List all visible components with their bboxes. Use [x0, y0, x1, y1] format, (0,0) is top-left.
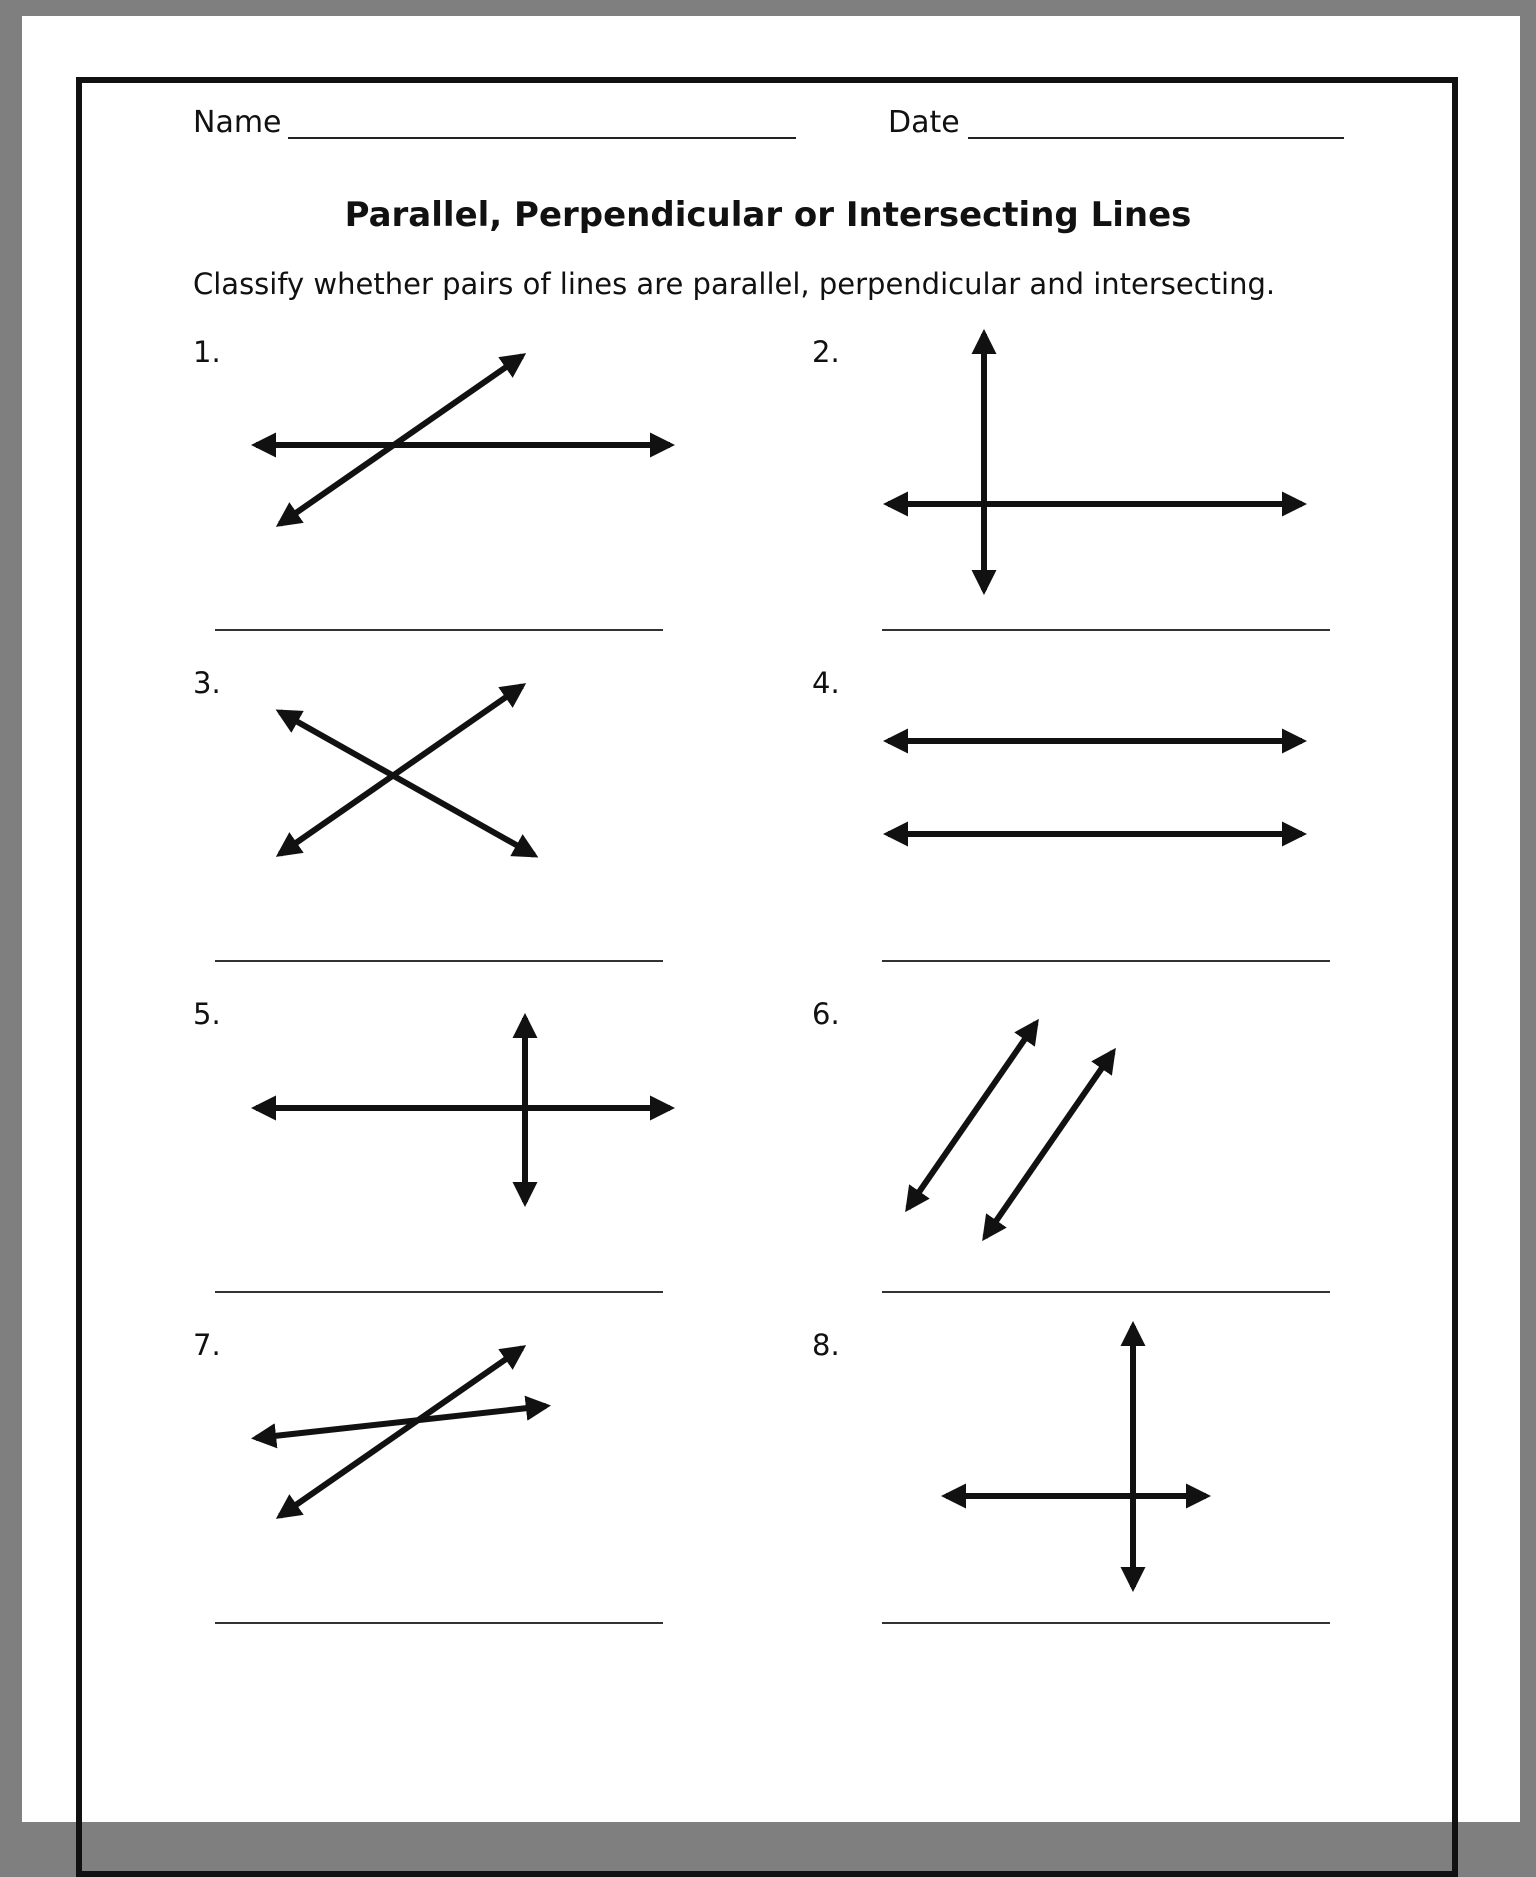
- name-label: Name: [193, 105, 282, 140]
- problem-number-6: 6.: [812, 997, 840, 1031]
- figure-1-intersecting-lines: [256, 356, 670, 524]
- problem-number-5: 5.: [193, 997, 221, 1031]
- date-label: Date: [888, 105, 960, 140]
- figure-5-perpendicular-lines: [256, 1018, 670, 1202]
- figure-6-parallel-lines: [908, 1023, 1113, 1237]
- fig1-diagonal-line: [280, 356, 522, 524]
- problem-number-1: 1.: [193, 335, 221, 369]
- instructions-text: Classify whether pairs of lines are parallel, perpendicular and intersecting.: [193, 267, 1276, 301]
- problem-number-2: 2.: [812, 335, 840, 369]
- figure-2-perpendicular-lines: [888, 334, 1302, 590]
- fig6-line-left: [908, 1023, 1036, 1208]
- problem-number-8: 8.: [812, 1328, 840, 1362]
- fig3-line-a: [280, 712, 534, 855]
- figure-8-perpendicular-lines: [946, 1326, 1206, 1587]
- figure-3-intersecting-lines: [280, 686, 534, 855]
- problem-number-4: 4.: [812, 666, 840, 700]
- figure-4-parallel-lines: [888, 741, 1302, 834]
- fig6-line-right: [985, 1052, 1113, 1237]
- worksheet-title: Parallel, Perpendicular or Intersecting Lines: [344, 195, 1192, 235]
- figure-7-intersecting-lines: [256, 1348, 546, 1516]
- problem-number-3: 3.: [193, 666, 221, 700]
- problem-number-7: 7.: [193, 1328, 221, 1362]
